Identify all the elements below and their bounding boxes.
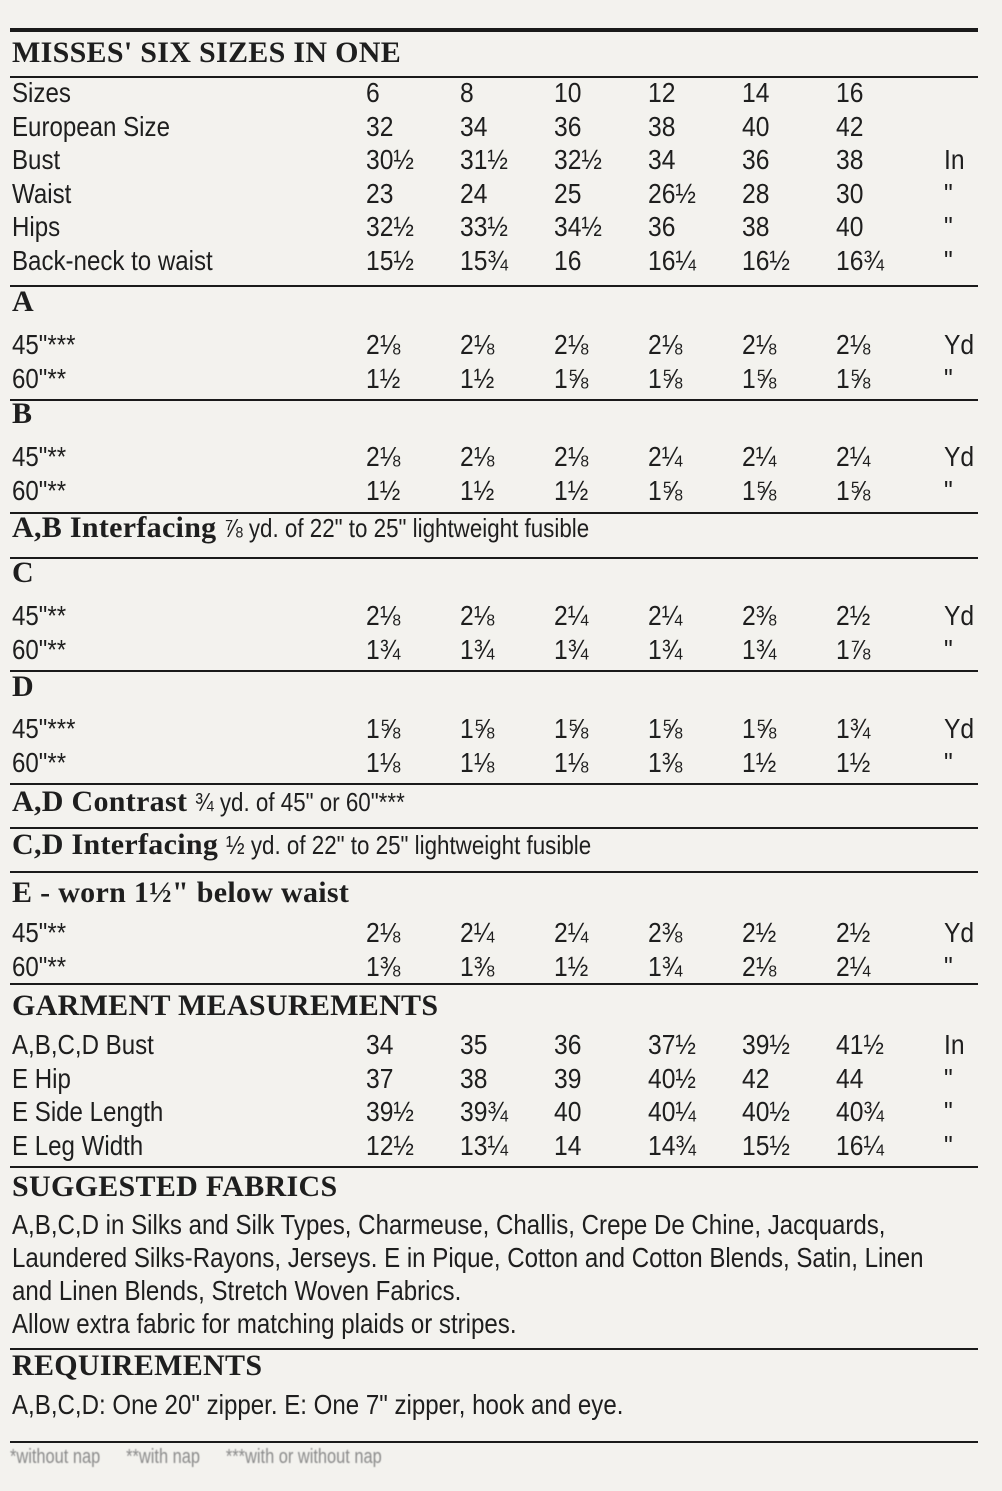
view-a-row	[0, 328, 1002, 362]
size-row	[0, 110, 1002, 144]
size-value-cell: 1⅝	[836, 475, 871, 506]
size-value-cell: 1½	[554, 951, 589, 982]
size-value-cell: 1¾	[366, 634, 401, 665]
size-value-cell: 16	[554, 244, 582, 276]
size-value-cell: 2⅜	[742, 600, 777, 631]
unit-label: "	[944, 951, 953, 982]
size-value-cell: 16¾	[836, 244, 884, 276]
size-value-cell: 1⅛	[460, 747, 495, 778]
fabrics-line: Allow extra fabric for matching plaids or stripes.	[12, 1308, 517, 1339]
fabrics-line: and Linen Blends, Stretch Woven Fabrics.	[12, 1275, 462, 1306]
size-value-cell: 2⅛	[742, 951, 777, 982]
view-a-heading: A	[12, 285, 34, 318]
size-value-cell: 36	[648, 211, 676, 242]
size-value-cell: 1⅝	[742, 713, 777, 744]
size-value-cell: 1⅝	[742, 475, 777, 506]
size-value-cell: 40	[554, 1096, 582, 1127]
size-value-cell: 39½	[742, 1029, 790, 1060]
view-c-heading: C	[12, 556, 34, 589]
size-value-cell: 31½	[460, 144, 508, 175]
section-rule	[10, 1166, 978, 1168]
size-value-cell: 1⅝	[460, 713, 495, 744]
size-value-cell: 2⅛	[742, 329, 777, 360]
size-value-cell: 2¼	[648, 441, 683, 472]
unit-label: "	[944, 1096, 953, 1127]
size-value-cell: 16½	[742, 244, 790, 276]
size-value-cell: 14	[742, 77, 770, 108]
size-value-cell: 40¾	[836, 1096, 884, 1127]
view-c-row	[0, 599, 1002, 633]
size-value-cell: 40	[742, 110, 770, 142]
size-value-cell: 1⅛	[366, 747, 401, 778]
unit-label: Yd	[944, 329, 975, 360]
size-value-cell: 1½	[366, 475, 401, 506]
size-value-cell: 1⅜	[366, 951, 401, 982]
size-value-cell: 39½	[366, 1096, 414, 1127]
view-e-row	[0, 916, 1002, 950]
size-value-cell: 2⅛	[460, 441, 495, 472]
footnote-with-or-without-nap: ***with or without nap	[225, 1446, 382, 1468]
footnotes	[10, 1446, 403, 1469]
size-value-cell: 25	[554, 177, 582, 209]
requirements-text	[12, 1388, 958, 1421]
row-label: 45"**	[12, 441, 67, 472]
size-value-cell: 6	[366, 77, 380, 108]
requirements-line: A,B,C,D: One 20" zipper. E: One 7" zipper, hook and eye.	[12, 1389, 624, 1420]
cd-interfacing-line	[12, 828, 651, 862]
size-value-cell: 1⅝	[554, 363, 589, 394]
size-value-cell: 15½	[742, 1129, 790, 1161]
garment-row	[0, 1095, 1002, 1129]
row-label: E Side Length	[12, 1096, 164, 1127]
row-label: A,B,C,D Bust	[12, 1029, 154, 1060]
size-value-cell: 40½	[742, 1096, 790, 1127]
unit-label: Yd	[944, 600, 975, 631]
size-value-cell: 2⅜	[648, 917, 683, 948]
section-rule	[10, 557, 978, 559]
unit-label: Yd	[944, 713, 975, 744]
fabrics-line: A,B,C,D in Silks and Silk Types, Charmeuse, Challis, Crepe De Chine, Jacquards,	[12, 1209, 886, 1240]
row-label: Back-neck to waist	[12, 244, 213, 276]
size-value-cell: 41½	[836, 1029, 884, 1060]
size-value-cell: 1⅝	[554, 713, 589, 744]
ad-contrast-line	[12, 785, 439, 819]
row-label: European Size	[12, 110, 170, 142]
row-label: 45"**	[12, 600, 67, 631]
unit-label: In	[944, 144, 965, 175]
row-label: E Leg Width	[12, 1129, 144, 1161]
size-value-cell: 2¼	[836, 441, 871, 472]
ab-interfacing-note: ⅞ yd. of 22" to 25" lightweight fusible	[224, 513, 590, 543]
size-value-cell: 1½	[554, 475, 589, 506]
size-row	[0, 210, 1002, 244]
size-value-cell: 34	[648, 144, 676, 175]
size-value-cell: 16¼	[836, 1129, 884, 1161]
size-value-cell: 1½	[836, 747, 871, 778]
row-label: 60"**	[12, 475, 67, 506]
size-value-cell: 38	[648, 110, 676, 142]
size-value-cell: 2¼	[554, 600, 589, 631]
size-value-cell: 36	[742, 144, 770, 175]
unit-label: In	[944, 1029, 965, 1060]
size-value-cell: 39¾	[460, 1096, 508, 1127]
view-d-heading: D	[12, 670, 34, 703]
size-value-cell: 2½	[742, 917, 777, 948]
section-rule	[10, 871, 978, 873]
size-value-cell: 1⅜	[648, 747, 683, 778]
size-value-cell: 2⅛	[554, 329, 589, 360]
section-rule	[10, 983, 978, 985]
size-value-cell: 2⅛	[836, 329, 871, 360]
size-value-cell: 1¾	[460, 634, 495, 665]
size-value-cell: 2¼	[554, 917, 589, 948]
size-value-cell: 13¼	[460, 1129, 508, 1161]
size-value-cell: 30	[836, 177, 864, 209]
row-label: Waist	[12, 177, 72, 209]
row-label: Sizes	[12, 77, 71, 108]
view-b-row	[0, 440, 1002, 474]
size-value-cell: 2⅛	[648, 329, 683, 360]
size-value-cell: 28	[742, 177, 770, 209]
size-value-cell: 30½	[366, 144, 414, 175]
row-label: 60"**	[12, 634, 67, 665]
size-value-cell: 1¾	[648, 951, 683, 982]
page-title: MISSES' SIX SIZES IN ONE	[12, 36, 402, 69]
garment-row	[0, 1028, 1002, 1062]
ab-interfacing-line	[12, 511, 649, 545]
unit-label: "	[944, 177, 953, 209]
view-d-row	[0, 746, 1002, 780]
size-value-cell: 1¾	[554, 634, 589, 665]
garment-row	[0, 1062, 1002, 1096]
view-e-heading: E - worn 1½" below waist	[12, 876, 350, 909]
size-value-cell: 2¼	[742, 441, 777, 472]
size-value-cell: 16	[836, 77, 864, 108]
view-a-row	[0, 362, 1002, 396]
ad-contrast-note: ¾ yd. of 45" or 60"***	[195, 787, 405, 817]
size-value-cell: 39	[554, 1062, 582, 1094]
size-row	[0, 244, 1002, 278]
size-value-cell: 40¼	[648, 1096, 696, 1127]
size-value-cell: 2¼	[648, 600, 683, 631]
size-value-cell: 14	[554, 1129, 582, 1161]
size-value-cell: 2⅛	[366, 917, 401, 948]
garment-measurements-heading: GARMENT MEASUREMENTS	[12, 989, 439, 1022]
section-rule	[10, 670, 978, 672]
row-label: Bust	[12, 144, 61, 175]
size-value-cell: 1⅜	[460, 951, 495, 982]
size-value-cell: 40	[836, 211, 864, 242]
cd-interfacing-heading: C,D Interfacing	[12, 828, 219, 861]
size-value-cell: 36	[554, 1029, 582, 1060]
size-value-cell: 42	[742, 1062, 770, 1094]
size-value-cell: 35	[460, 1029, 488, 1060]
size-value-cell: 2⅛	[366, 600, 401, 631]
size-value-cell: 44	[836, 1062, 864, 1094]
section-rule	[10, 285, 978, 287]
size-value-cell: 12	[648, 77, 676, 108]
size-row	[0, 143, 1002, 177]
view-e-row	[0, 950, 1002, 984]
unit-label: "	[944, 1062, 953, 1094]
unit-label: "	[944, 475, 953, 506]
size-value-cell: 37	[366, 1062, 394, 1094]
size-value-cell: 38	[460, 1062, 488, 1094]
size-value-cell: 2½	[836, 600, 871, 631]
unit-label: Yd	[944, 441, 975, 472]
row-label: 45"***	[12, 713, 76, 744]
view-d-row	[0, 712, 1002, 746]
size-value-cell: 34½	[554, 211, 602, 242]
size-row	[0, 76, 1002, 110]
row-label: 60"**	[12, 951, 67, 982]
size-value-cell: 1½	[366, 363, 401, 394]
size-value-cell: 32	[366, 110, 394, 142]
view-b-heading: B	[12, 397, 33, 430]
footnote-without-nap: *without nap	[10, 1446, 101, 1468]
row-label: 45"**	[12, 917, 67, 948]
size-value-cell: 14¾	[648, 1129, 696, 1161]
size-value-cell: 1⅝	[648, 475, 683, 506]
unit-label: "	[944, 363, 953, 394]
size-value-cell: 38	[836, 144, 864, 175]
garment-row	[0, 1129, 1002, 1163]
size-value-cell: 2¼	[836, 951, 871, 982]
size-value-cell: 33½	[460, 211, 508, 242]
size-value-cell: 26½	[648, 177, 696, 209]
size-value-cell: 1⅝	[742, 363, 777, 394]
top-rule	[10, 28, 978, 32]
size-value-cell: 40½	[648, 1062, 696, 1094]
unit-label: "	[944, 1129, 953, 1161]
view-c-row	[0, 633, 1002, 667]
unit-label: Yd	[944, 917, 975, 948]
size-value-cell: 8	[460, 77, 474, 108]
size-value-cell: 42	[836, 110, 864, 142]
unit-label: "	[944, 244, 953, 276]
size-value-cell: 38	[742, 211, 770, 242]
size-value-cell: 1½	[460, 475, 495, 506]
size-row	[0, 177, 1002, 211]
suggested-fabrics-heading: SUGGESTED FABRICS	[12, 1170, 338, 1203]
row-label: 60"**	[12, 747, 67, 778]
footnote-with-nap: **with nap	[126, 1446, 200, 1468]
row-label: E Hip	[12, 1062, 71, 1094]
size-value-cell: 1⅝	[648, 713, 683, 744]
size-value-cell: 15½	[366, 244, 414, 276]
size-value-cell: 2⅛	[366, 329, 401, 360]
size-value-cell: 1¾	[836, 713, 871, 744]
size-value-cell: 24	[460, 177, 488, 209]
size-value-cell: 2½	[836, 917, 871, 948]
size-value-cell: 36	[554, 110, 582, 142]
size-value-cell: 2⅛	[460, 600, 495, 631]
size-value-cell: 1⅝	[648, 363, 683, 394]
unit-label: "	[944, 211, 953, 242]
size-value-cell: 2⅛	[554, 441, 589, 472]
size-value-cell: 1⅞	[836, 634, 871, 665]
cd-interfacing-note: ½ yd. of 22" to 25" lightweight fusible	[225, 830, 592, 860]
size-value-cell: 2⅛	[460, 329, 495, 360]
fabrics-line: Laundered Silks-Rayons, Jerseys. E in Pique, Cotton and Cotton Blends, Satin, Linen	[12, 1242, 924, 1273]
size-value-cell: 34	[366, 1029, 394, 1060]
section-rule	[10, 1441, 978, 1443]
size-value-cell: 34	[460, 110, 488, 142]
suggested-fabrics-text	[12, 1208, 958, 1340]
size-value-cell: 10	[554, 77, 582, 108]
size-value-cell: 12½	[366, 1129, 414, 1161]
row-label: 45"***	[12, 329, 76, 360]
unit-label: "	[944, 634, 953, 665]
size-value-cell: 32½	[366, 211, 414, 242]
size-value-cell: 32½	[554, 144, 602, 175]
requirements-heading: REQUIREMENTS	[12, 1349, 263, 1382]
size-value-cell: 2⅛	[366, 441, 401, 472]
row-label: Hips	[12, 211, 61, 242]
size-value-cell: 1⅝	[836, 363, 871, 394]
row-label: 60"**	[12, 363, 67, 394]
size-value-cell: 1⅛	[554, 747, 589, 778]
ab-interfacing-heading: A,B Interfacing	[12, 511, 217, 544]
size-value-cell: 1¾	[648, 634, 683, 665]
size-value-cell: 1½	[460, 363, 495, 394]
section-rule	[10, 399, 978, 401]
size-value-cell: 15¾	[460, 244, 508, 276]
size-value-cell: 37½	[648, 1029, 696, 1060]
size-value-cell: 23	[366, 177, 394, 209]
ad-contrast-heading: A,D Contrast	[12, 785, 188, 818]
size-value-cell: 2¼	[460, 917, 495, 948]
size-value-cell: 16¼	[648, 244, 696, 276]
unit-label: "	[944, 747, 953, 778]
size-value-cell: 1½	[742, 747, 777, 778]
size-value-cell: 1¾	[742, 634, 777, 665]
view-b-row	[0, 474, 1002, 508]
size-value-cell: 1⅝	[366, 713, 401, 744]
